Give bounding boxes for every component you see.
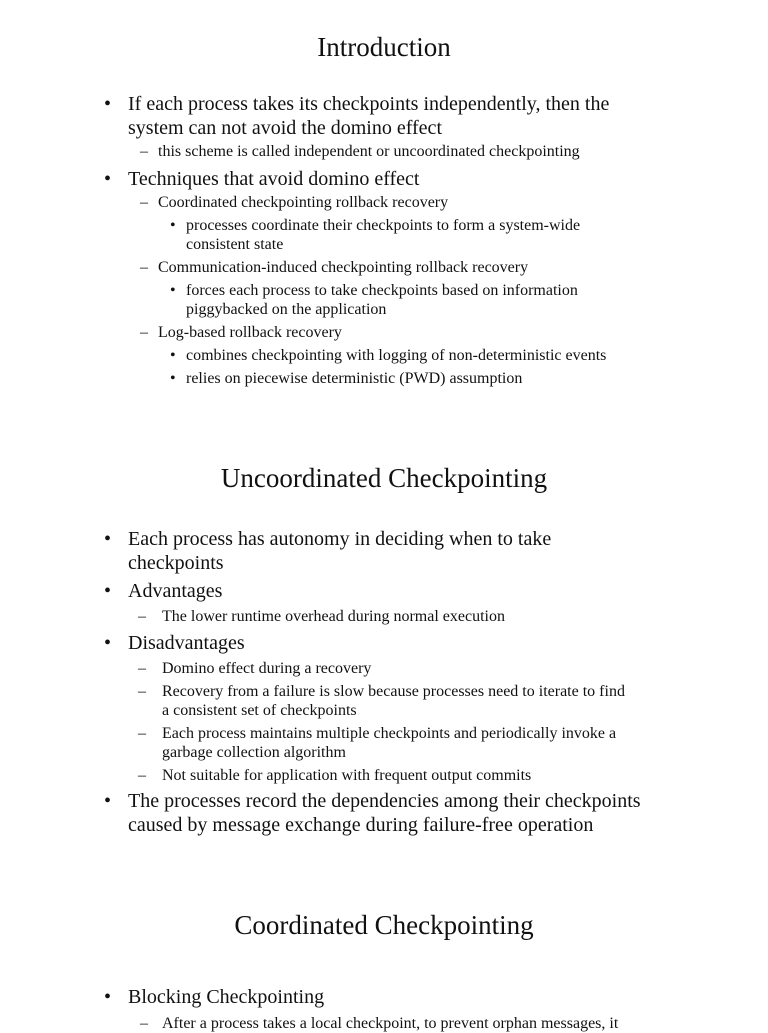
section-title-uncoordinated: Uncoordinated Checkpointing	[220, 463, 548, 493]
sub-bullet-domino-effect	[0, 659, 768, 678]
sub-bullet-text: After a process takes a local checkpoint, to prevent orphan messages, it	[162, 1015, 619, 1032]
bullet-line: Recovery from a failure is slow because processes need to iterate to find	[162, 683, 625, 700]
bullet-independent-checkpoints	[0, 92, 768, 140]
bullet-line: checkpoints	[128, 552, 224, 574]
sub-sub-bullet-text: relies on piecewise deterministic (PWD) assumption	[186, 370, 523, 387]
bullet-marker: •	[104, 632, 112, 654]
sub-sub-bullet-combines	[0, 346, 768, 365]
sub-bullet-log-based	[0, 323, 768, 342]
dash-marker: –	[138, 683, 146, 700]
dash-marker: –	[140, 1015, 148, 1032]
bullet-marker: •	[170, 370, 176, 387]
dash-marker: –	[138, 660, 146, 677]
bullet-record-dependencies	[0, 789, 768, 837]
sub-bullet-text: Communication-induced checkpointing rollback recovery	[158, 259, 529, 276]
bullet-techniques	[0, 167, 768, 191]
sub-bullet-not-suitable	[0, 766, 768, 785]
sub-bullet-communication-induced	[0, 258, 768, 277]
bullet-marker: •	[104, 790, 112, 812]
bullet-advantages	[0, 579, 768, 603]
dash-marker: –	[140, 194, 148, 211]
sub-bullet-text: Domino effect during a recovery	[162, 660, 372, 677]
bullet-text: Techniques that avoid domino effect	[128, 168, 420, 190]
bullet-line: system can not avoid the domino effect	[128, 117, 442, 139]
bullet-marker: •	[104, 168, 112, 190]
bullet-autonomy	[0, 527, 768, 575]
bullet-line: consistent state	[186, 236, 284, 253]
bullet-text: Advantages	[128, 580, 223, 602]
sub-bullet-multiple-checkpoints	[0, 724, 768, 762]
uncoordinated-bullets	[0, 527, 768, 837]
bullet-marker: •	[170, 347, 176, 364]
sub-bullet-text: Not suitable for application with frequent output commits	[162, 767, 532, 784]
bullet-marker: •	[104, 93, 112, 115]
sub-bullet-text: Coordinated checkpointing rollback recovery	[158, 194, 449, 211]
bullet-marker: •	[104, 528, 112, 550]
bullet-line: garbage collection algorithm	[162, 744, 346, 761]
sub-bullet-independent-scheme	[0, 142, 768, 161]
bullet-marker: •	[170, 217, 176, 234]
section-title-coordinated: Coordinated Checkpointing	[234, 910, 534, 940]
sub-bullet-text: The lower runtime overhead during normal execution	[162, 608, 505, 625]
bullet-text: Disadvantages	[128, 632, 245, 654]
bullet-marker: •	[104, 580, 112, 602]
sub-bullet-text: this scheme is called independent or uncoordinated checkpointing	[158, 143, 580, 160]
bullet-line: If each process takes its checkpoints independently, then the	[128, 93, 610, 115]
sub-sub-bullet-forces	[0, 281, 768, 319]
dash-marker: –	[140, 324, 148, 341]
sub-bullet-recovery-slow	[0, 682, 768, 720]
dash-marker: –	[140, 259, 148, 276]
dash-marker: –	[138, 608, 146, 625]
bullet-line: The processes record the dependencies among their checkpoints	[128, 790, 641, 812]
bullet-text: Blocking Checkpointing	[128, 986, 325, 1008]
sub-sub-bullet-text: combines checkpointing with logging of non-deterministic events	[186, 347, 607, 364]
bullet-line: a consistent set of checkpoints	[162, 702, 357, 719]
dash-marker: –	[138, 725, 146, 742]
section-title-introduction: Introduction	[317, 32, 451, 62]
introduction-bullets	[0, 92, 768, 388]
bullet-blocking-checkpointing	[0, 985, 768, 1009]
bullet-disadvantages	[0, 631, 768, 655]
sub-sub-bullet-coordinate	[0, 216, 768, 254]
bullet-line: forces each process to take checkpoints based on information	[186, 282, 578, 299]
bullet-line: processes coordinate their checkpoints to form a system-wide	[186, 217, 581, 234]
bullet-marker: •	[170, 282, 176, 299]
dash-marker: –	[140, 143, 148, 160]
sub-bullet-lower-overhead	[0, 607, 768, 626]
sub-sub-bullet-relies	[0, 369, 768, 388]
bullet-marker: •	[104, 986, 112, 1008]
bullet-line: Each process maintains multiple checkpoints and periodically invoke a	[162, 725, 617, 742]
bullet-line: Each process has autonomy in deciding when to take	[128, 528, 552, 550]
dash-marker: –	[138, 767, 146, 784]
coordinated-bullets	[0, 985, 768, 1009]
sub-bullet-text: Log-based rollback recovery	[158, 324, 342, 341]
sub-bullet-coordinated	[0, 193, 768, 212]
bullet-line: piggybacked on the application	[186, 301, 387, 318]
bullet-line: caused by message exchange during failure-free operation	[128, 814, 594, 836]
